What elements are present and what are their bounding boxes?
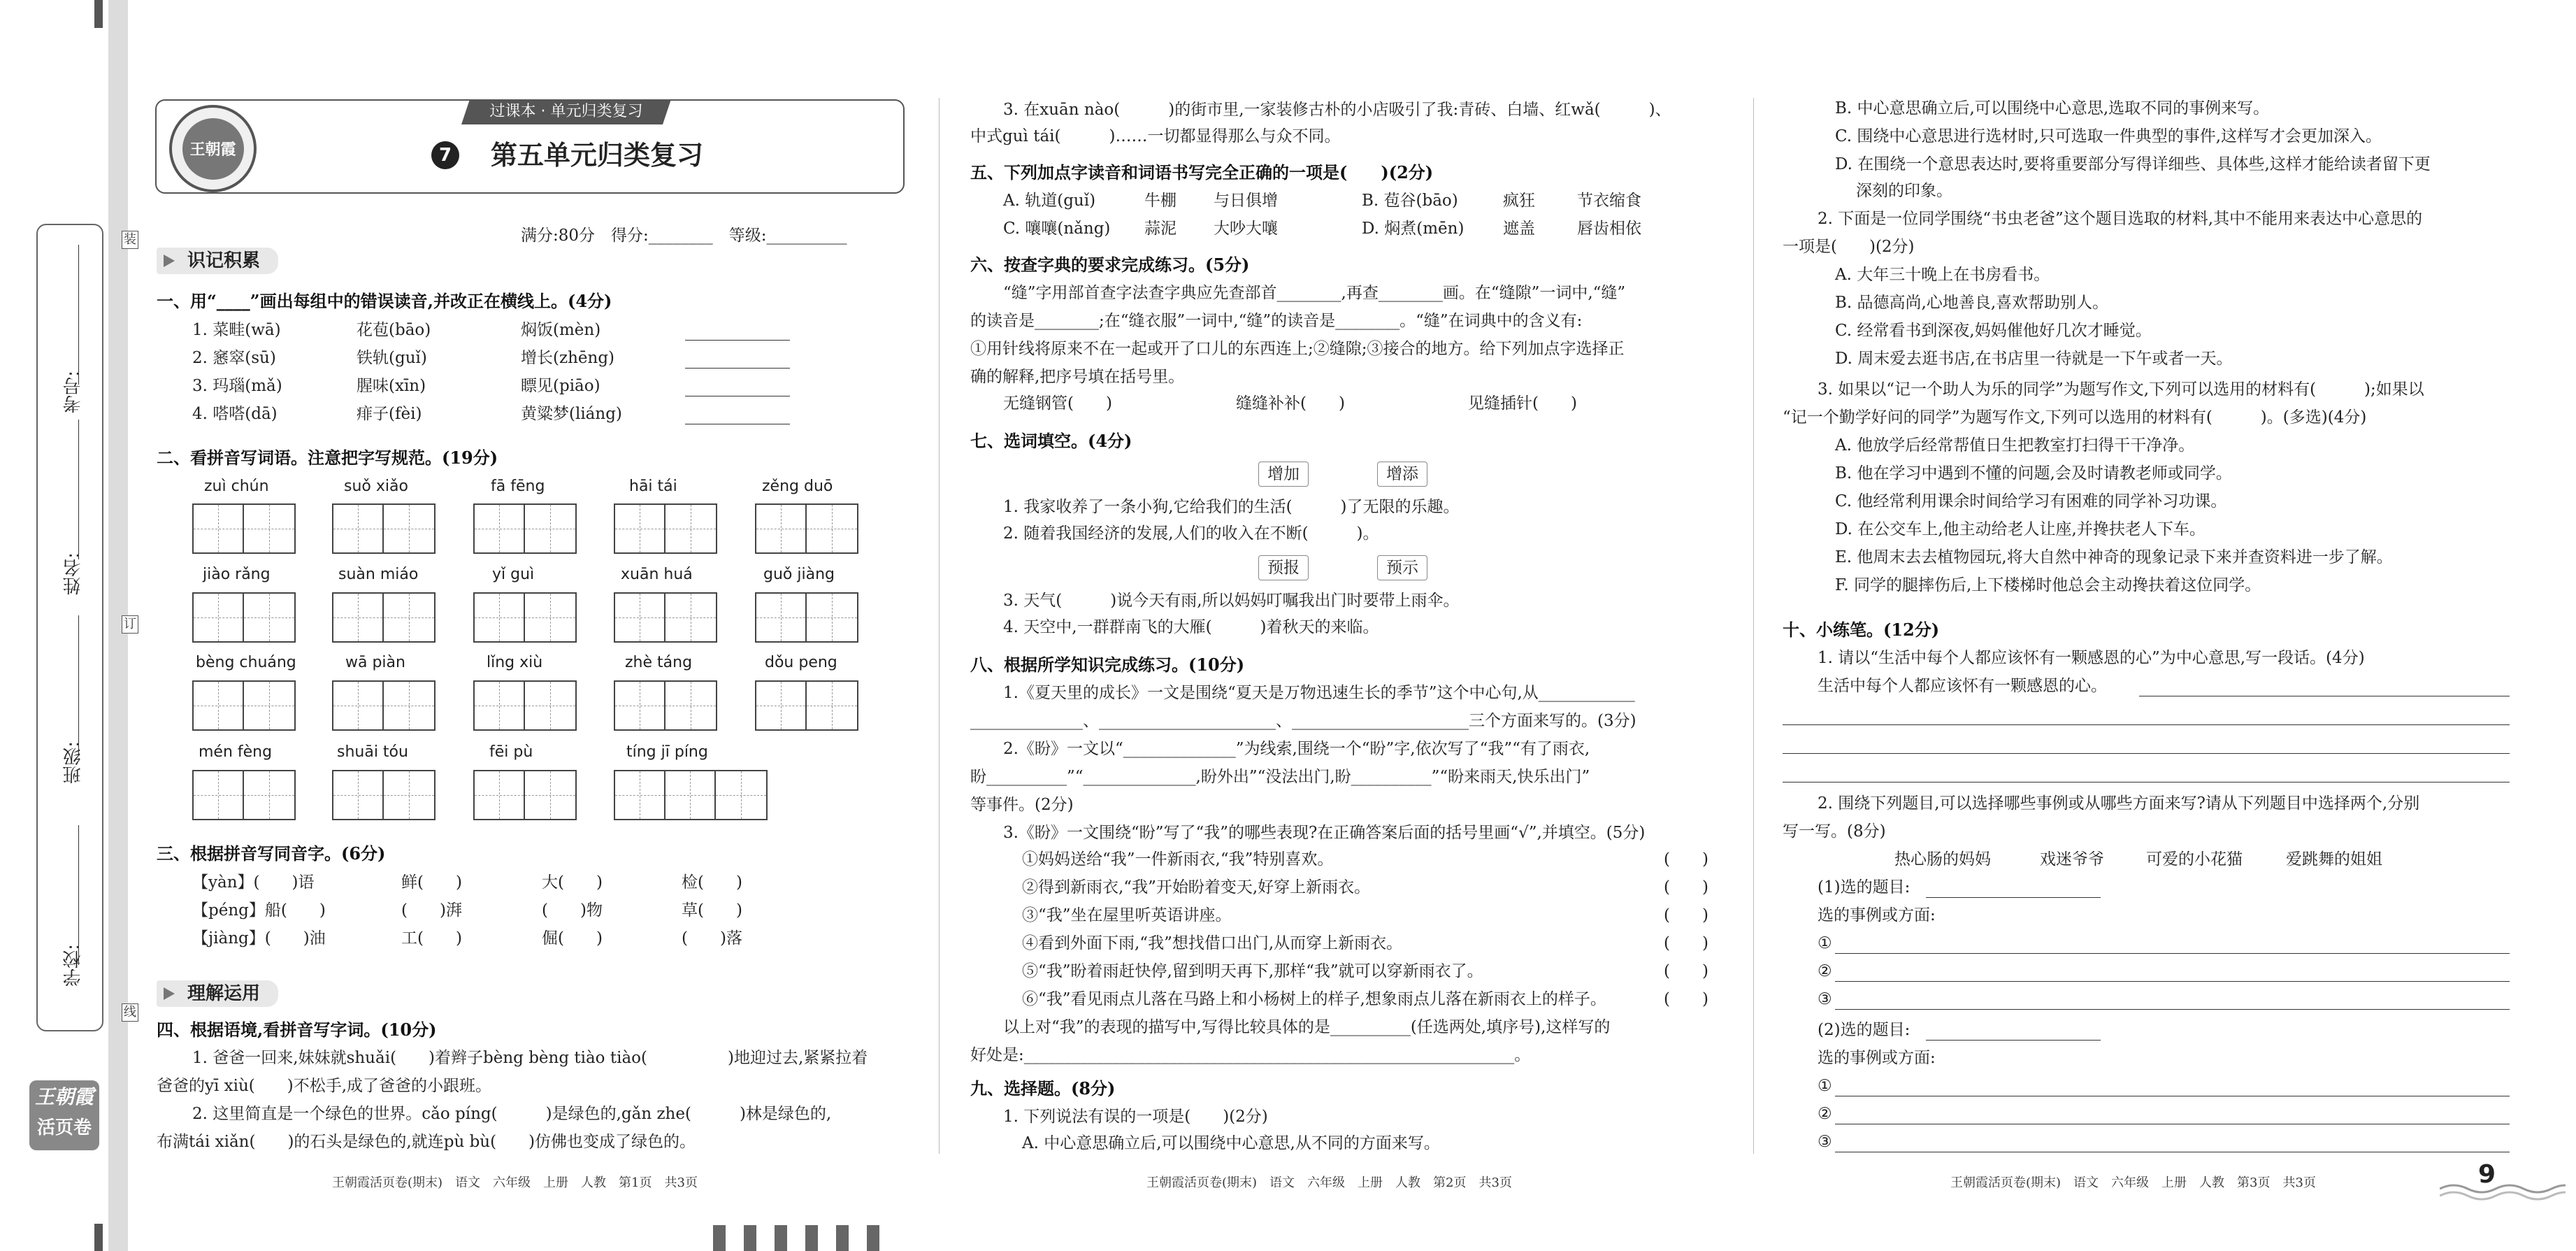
q4c-line-2: 中式guì tái( )……一切都显得那么与众不同。 [970,127,1341,145]
class-label: 班级: [63,741,84,784]
number-line [78,245,79,385]
pinyin: fā fēng [491,478,545,495]
q2-title: 二、看拼音写词语。注意把字写规范。(19分) [157,448,498,468]
q3-title: 三、根据拼音写同音字。(6分) [157,843,386,864]
wave-decoration [2440,1182,2566,1203]
writing-grid[interactable] [192,770,296,820]
q5-c2: 蒜泥 [1144,220,1177,238]
q8-check-6: ⑥“我”看见雨点儿落在马路上和小杨树上的样子,想象雨点儿落在新雨衣上的样子。 [1022,990,1606,1008]
pinyin: yǐ guì [492,566,535,583]
writing-grid[interactable] [614,503,717,554]
q1-r1-a: 1. 菜畦(wā) [192,321,281,339]
q4-line-4: 布满tái xiǎn( )的石头是绿色的,就连pù bù( )仿佛也变成了绿色的。 [157,1133,696,1151]
logo-inner [182,118,244,180]
page3-footer: 王朝霞活页卷(期末) 语文 六年级 上册 人教 第3页 共3页 [1950,1175,2316,1190]
q5-b2: 疯狂 [1503,192,1535,210]
school-line [78,825,79,965]
name-label: 姓名: [63,552,84,595]
writing-grid[interactable] [332,592,436,643]
mark-2: ② [1818,962,1832,980]
writing-line[interactable] [1835,1009,2510,1010]
writing-grid[interactable] [755,503,858,554]
q9-2-opt-d: D. 周末爱去逛书店,在书店里一待就是一下午或者一天。 [1835,350,2233,368]
writing-line[interactable] [1783,753,2510,754]
q10-line-3: 2. 围绕下列题目,可以选择哪些事例或从哪些方面来写?请从下列题目中选择两个,分别 [1818,794,2420,813]
q5-a: A. 轨道(guǐ) [1003,192,1096,210]
bind-mark-1: 装 [122,231,138,249]
q8-line-4: 盼__________”“______________,盼外出”“没法出门,盼__________”“盼来雨天,快乐出门” [970,768,1590,786]
q8-check-paren[interactable]: ( ) [1664,990,1708,1008]
q6-line-3: ①用针线将原来不在一起或开了口儿的东西连上;②缝隙;③接合的地方。给下列加点字选择正 [970,340,1625,358]
q9-line-2: A. 中心意思确立后,可以围绕中心意思,从不同的方面来写。 [1022,1134,1440,1152]
school-label: 学校: [63,944,84,987]
topic-1: 热心肠的妈妈 [1894,850,1991,868]
q5-b3: 节衣缩食 [1577,192,1641,210]
q10-line-1: 1. 请以“生活中每个人都应该怀有一颗感恩的心”为中心意思,写一段话。(4分) [1818,649,2365,667]
mark-3: ③ [1818,990,1832,1008]
q9-2-line-1: 2. 下面是一位同学围绕“书虫老爸”这个题目选取的材料,其中不能用来表达中心意思的 [1818,210,2423,228]
q8-line-5: 等事件。(2分) [970,796,1074,814]
pinyin: mén fèng [199,743,273,761]
q1-r2-c: 增长(zhēng) [521,349,615,367]
writing-grid[interactable] [473,503,577,554]
topic-3: 可爱的小花猫 [2146,850,2243,868]
q8-check-paren[interactable]: ( ) [1664,962,1708,980]
q8-check-paren[interactable]: ( ) [1664,906,1708,924]
writing-line[interactable] [1835,953,2510,954]
mark-2b: ② [1818,1105,1832,1123]
q9-3-opt-e: E. 他周末去去植物园玩,将大自然中神奇的现象记录下来并查资料进一步了解。 [1835,548,2393,566]
q10-line-2: 生活中每个人都应该怀有一颗感恩的心。 [1818,677,2107,695]
q3-r1-c: 大( ) [542,873,603,892]
q8-line-6: 3.《盼》一文围绕“盼”写了“我”的哪些表现?在正确答案后面的括号里画“√”,并填空。(5分) [1003,824,1646,842]
q9-3-opt-a: A. 他放学后经常帮值日生把教室打扫得干干净净。 [1835,436,2195,455]
q9b-3: D. 在围绕一个意思表达时,要将重要部分写得详细些、具体些,这样才能给读者留下更 [1835,155,2431,173]
q9b-4: 深刻的印象。 [1856,182,1952,200]
q9b-2: C. 围绕中心意思进行选材时,只可选取一件典型的事件,这样写才会更加深入。 [1835,127,2382,145]
q9-2-opt-b: B. 品德高尚,心地善良,喜欢帮助别人。 [1835,294,2109,312]
q9b-1: B. 中心意思确立后,可以围绕中心意思,选取不同的事例来写。 [1835,99,2270,117]
q5-c: C. 嚷嚷(nǎng) [1003,220,1111,238]
q1-r4-c: 黄粱梦(liáng) [521,405,622,423]
q9-2-opt-a: A. 大年三十晚上在书房看书。 [1835,266,2050,284]
q4c-line-1: 3. 在xuān nào( )的街市里,一家装修古朴的小店吸引了我:青砖、白墙、红wǎ( )、 [1003,101,1671,119]
pinyin: fēi pù [489,743,533,761]
pinyin: lǐng xiù [487,654,543,671]
q4-line-1: 1. 爸爸一回来,妹妹就shuǎi( )着辫子bèng bèng tiào tiào( )地迎过去,紧紧拉着 [192,1049,868,1067]
q8-check-3: ③“我”坐在屋里听英语讲座。 [1022,906,1232,924]
q8-check-2: ②得到新雨衣,“我”开始盼着变天,好穿上新雨衣。 [1022,878,1371,896]
section-tag-application: 理解运用 [157,980,278,1007]
writing-grid[interactable] [755,680,858,731]
q1-r1-c: 焖饭(mèn) [521,321,601,339]
q1-r4-a: 4. 嗒嗒(dā) [192,405,278,423]
logo-text: 王朝霞 [189,141,236,159]
writing-grid[interactable] [614,770,768,820]
q3-r3-c: 倔( ) [542,929,603,948]
q9-line-1: 1. 下列说法有误的一项是( )(2分) [1003,1108,1268,1126]
q1-r3-a: 3. 玛瑙(mǎ) [192,377,282,395]
q8-line-3: 2.《盼》一文以“______________”为线索,围绕一个“盼”字,依次写了“我”“有了雨衣, [1003,740,1590,758]
section-tag-memory: 识记积累 [157,248,278,274]
pinyin: zěng duō [762,478,833,495]
pinyin: bèng chuáng [196,654,296,671]
q5-a2: 牛棚 [1144,192,1177,210]
mark-1: ① [1818,934,1832,952]
brand-name: 王朝霞 [34,1085,94,1108]
page-title: 第五单元归类复习 [491,140,704,171]
page2-footer: 王朝霞活页卷(期末) 语文 六年级 上册 人教 第2页 共3页 [1146,1175,1512,1190]
topic-4: 爱跳舞的姐姐 [2286,850,2382,868]
q3-r2-a: 【péng】船( ) [192,901,326,920]
brand-sub: 活页卷 [36,1117,92,1138]
word-box-yushi: 预示 [1377,555,1427,580]
q1-r2-a: 2. 窸窣(sū) [192,349,276,367]
q8-line-1: 1.《夏天里的成长》一文是围绕“夏天是万物迅速生长的季节”这个中心句,从____________ [1003,684,1635,702]
pinyin: zuì chún [204,478,269,495]
word-box-zengjia: 增加 [1258,462,1309,487]
q8-check-4: ④看到外面下雨,“我”想找借口出门,从而穿上新雨衣。 [1022,934,1403,952]
q5-d2: 遮盖 [1503,220,1535,238]
pinyin: wā piàn [345,654,405,671]
ways-label-2: 选的事例或方面: [1818,1049,1936,1067]
writing-grid[interactable] [755,592,858,643]
topic-2: 戏迷爷爷 [2040,850,2104,868]
q7-title: 七、选词填空。(4分) [970,431,1132,451]
q8-check-paren[interactable]: ( ) [1664,878,1708,896]
page-divider-2 [1753,98,1754,1154]
q4-title: 四、根据语境,看拼音写字词。(10分) [157,1020,437,1040]
score-line: 满分:80分 得分:________ 等级:__________ [521,227,847,245]
word-box-yubao: 预报 [1258,555,1309,580]
q1-r2-b: 铁轨(guǐ) [357,349,427,367]
q4-line-2: 爸爸的yī xiù( )不松手,成了爸爸的小跟班。 [157,1077,492,1095]
logo-seal [169,105,257,192]
q8-check-1: ①妈妈送给“我”一件新雨衣,“我”特别喜欢。 [1022,850,1334,868]
class-line [78,615,79,755]
writing-grid[interactable] [192,592,296,643]
q7-line-4: 4. 天空中,一群群南飞的大雁( )着秋天的来临。 [1003,618,1379,636]
choose-title-2: (2)选的题目: [1818,1021,1911,1039]
q1-r4-b: 痱子(fèi) [357,405,422,423]
brand-badge [29,1080,99,1150]
mark-3b: ③ [1818,1133,1832,1151]
writing-grid[interactable] [332,770,436,820]
writing-grid[interactable] [473,770,577,820]
q3-r1-d: 检( ) [682,873,742,892]
q8-line-2: ______________、______________________、______________________三个方面来写的。(3分) [970,712,1636,730]
q3-r3-a: 【jiàng】( )油 [192,929,326,948]
q5-title: 五、下列加点字读音和词语书写完全正确的一项是( )(2分) [970,162,1434,183]
number-label: 考号: [63,371,84,413]
pinyin: guǒ jiàng [763,566,835,583]
writing-grid[interactable] [192,680,296,731]
q1-answer-line-2[interactable] [685,368,790,369]
choose-title-line-2[interactable] [1926,1040,2101,1041]
q5-d: D. 焖煮(mēn) [1362,220,1465,238]
writing-grid[interactable] [192,503,296,554]
ways-label-1: 选的事例或方面: [1818,906,1936,924]
q1-r3-c: 瞟见(piāo) [521,377,600,395]
q6-line-4: 确的解释,把序号填在括号里。 [970,368,1185,386]
q6-item-1: 无缝钢管( ) [1003,394,1112,413]
q6-title: 六、按查字典的要求完成练习。(5分) [970,255,1250,275]
choose-title-line-1[interactable] [1926,897,2101,898]
q1-r3-b: 腥味(xīn) [357,377,426,395]
writing-line[interactable] [1835,981,2510,982]
q5-b: B. 苞谷(bāo) [1362,192,1458,210]
q3-r2-c: ( )物 [542,901,603,920]
unit-number: 7 [431,141,459,169]
q9-2-line-2: 一项是( )(2分) [1783,238,1915,256]
q1-r1-b: 花苞(bāo) [357,321,431,339]
header-ribbon-text: 过课本 · 单元归类复习 [489,103,643,120]
q3-r1-b: 鲜( ) [401,873,462,892]
bind-mark-2: 订 [122,615,138,634]
pinyin: suàn miáo [338,566,419,583]
pinyin: hāi tái [629,478,677,495]
pinyin: tíng jī píng [626,743,708,761]
q8-check-paren[interactable]: ( ) [1664,934,1708,952]
pinyin: dǒu peng [765,654,837,671]
pinyin: zhè táng [625,654,693,671]
page-number: 9 [2478,1160,2496,1189]
writing-grid[interactable] [614,592,717,643]
bind-mark-3: 线 [122,1003,138,1022]
q6-line-2: 的读音是________;在“缝衣服”一词中,“缝”的读音是________。“缝”在词典中的含义有: [970,312,1583,330]
writing-grid[interactable] [473,680,577,731]
q10-line-4: 写一写。(8分) [1783,822,1886,841]
q3-r2-b: ( )湃 [401,901,462,920]
q8-tail-2: 好处是:_____________________________________________________________。 [970,1046,1531,1064]
word-box-zengtian: 增添 [1377,462,1427,487]
q9-3-opt-d: D. 在公交车上,他主动给老人让座,并搀扶老人下车。 [1835,520,2206,538]
q1-title: 一、用“____”画出每组中的错误读音,并改正在横线上。(4分) [157,291,612,311]
writing-grid[interactable] [332,503,436,554]
writing-line[interactable] [1783,724,2510,725]
writing-grid[interactable] [473,592,577,643]
page1-footer: 王朝霞活页卷(期末) 语文 六年级 上册 人教 第1页 共3页 [332,1175,698,1190]
q10-title: 十、小练笔。(12分) [1783,620,1940,640]
q1-answer-line-1[interactable] [685,340,790,341]
q3-r1-a: 【yàn】( )语 [192,873,315,892]
bottom-stripes [713,1225,881,1251]
q9-3-opt-f: F. 同学的腿摔伤后,上下楼梯时他总会主动搀扶着这位同学。 [1835,576,2261,594]
left-edge-bar [94,0,103,28]
q9-3-line-2: “记一个勤学好问的同学”为题写作文,下列可以选用的材料有( )。(多选)(4分) [1783,408,2367,427]
q3-r2-d: 草( ) [682,901,742,920]
q7-line-2: 2. 随着我国经济的发展,人们的收入在不断( )。 [1003,524,1379,543]
q9-2-opt-c: C. 经常看书到深夜,妈妈催他好几次才睡觉。 [1835,322,2152,340]
q3-r3-d: ( )落 [682,929,742,948]
q9-3-opt-b: B. 他在学习中遇到不懂的问题,会及时请教老师或同学。 [1835,464,2232,482]
left-edge-bar-bottom [94,1224,103,1251]
q9-3-opt-c: C. 他经常利用课余时间给学习有困难的同学补习功课。 [1835,492,2227,510]
q7-line-3: 3. 天气( )说今天有雨,所以妈妈叮嘱我出门时要带上雨伞。 [1003,592,1460,610]
q9-title: 九、选择题。(8分) [970,1078,1116,1099]
q5-c3: 大吵大嚷 [1214,220,1278,238]
q8-check-paren[interactable]: ( ) [1664,850,1708,868]
writing-grid[interactable] [332,680,436,731]
mark-1b: ① [1818,1077,1832,1095]
writing-grid[interactable] [614,680,717,731]
q6-item-3: 见缝插针( ) [1468,394,1577,413]
q5-a3: 与日俱增 [1214,192,1278,210]
q8-title: 八、根据所学知识完成练习。(10分) [970,655,1245,675]
pinyin: jiào rǎng [203,566,271,583]
pinyin: xuān huá [621,566,693,583]
q5-d3: 唇齿相依 [1577,220,1641,238]
student-info-box [36,224,103,1031]
choose-title-1: (1)选的题目: [1818,878,1911,896]
q8-tail-1: 以上对“我”的表现的描写中,写得比较具体的是__________(任选两处,填序号),这样写的 [1003,1018,1611,1036]
name-line [78,420,79,559]
q4-line-3: 2. 这里简直是一个绿色的世界。cǎo píng( )是绿色的,gǎn zhe( )林是绿色的, [192,1105,832,1123]
pinyin: shuāi tóu [337,743,408,761]
q6-item-2: 缝缝补补( ) [1236,394,1345,413]
q3-r3-b: 工( ) [401,929,462,948]
pinyin: suǒ xiǎo [344,478,408,495]
page-divider-1 [939,98,940,1154]
q8-check-5: ⑤“我”盼着雨赶快停,留到明天再下,那样“我”就可以穿新雨衣了。 [1022,962,1483,980]
q9-3-line-1: 3. 如果以“记一个助人为乐的同学”为题写作文,下列可以选用的材料有( );如果以 [1818,380,2424,399]
q7-line-1: 1. 我家收养了一条小狗,它给我们的生活( )了无限的乐趣。 [1003,498,1460,516]
q6-line-1: “缝”字用部首查字法查字典应先查部首________,再查________画。在“缝隙”一词中,“缝” [1003,284,1626,302]
